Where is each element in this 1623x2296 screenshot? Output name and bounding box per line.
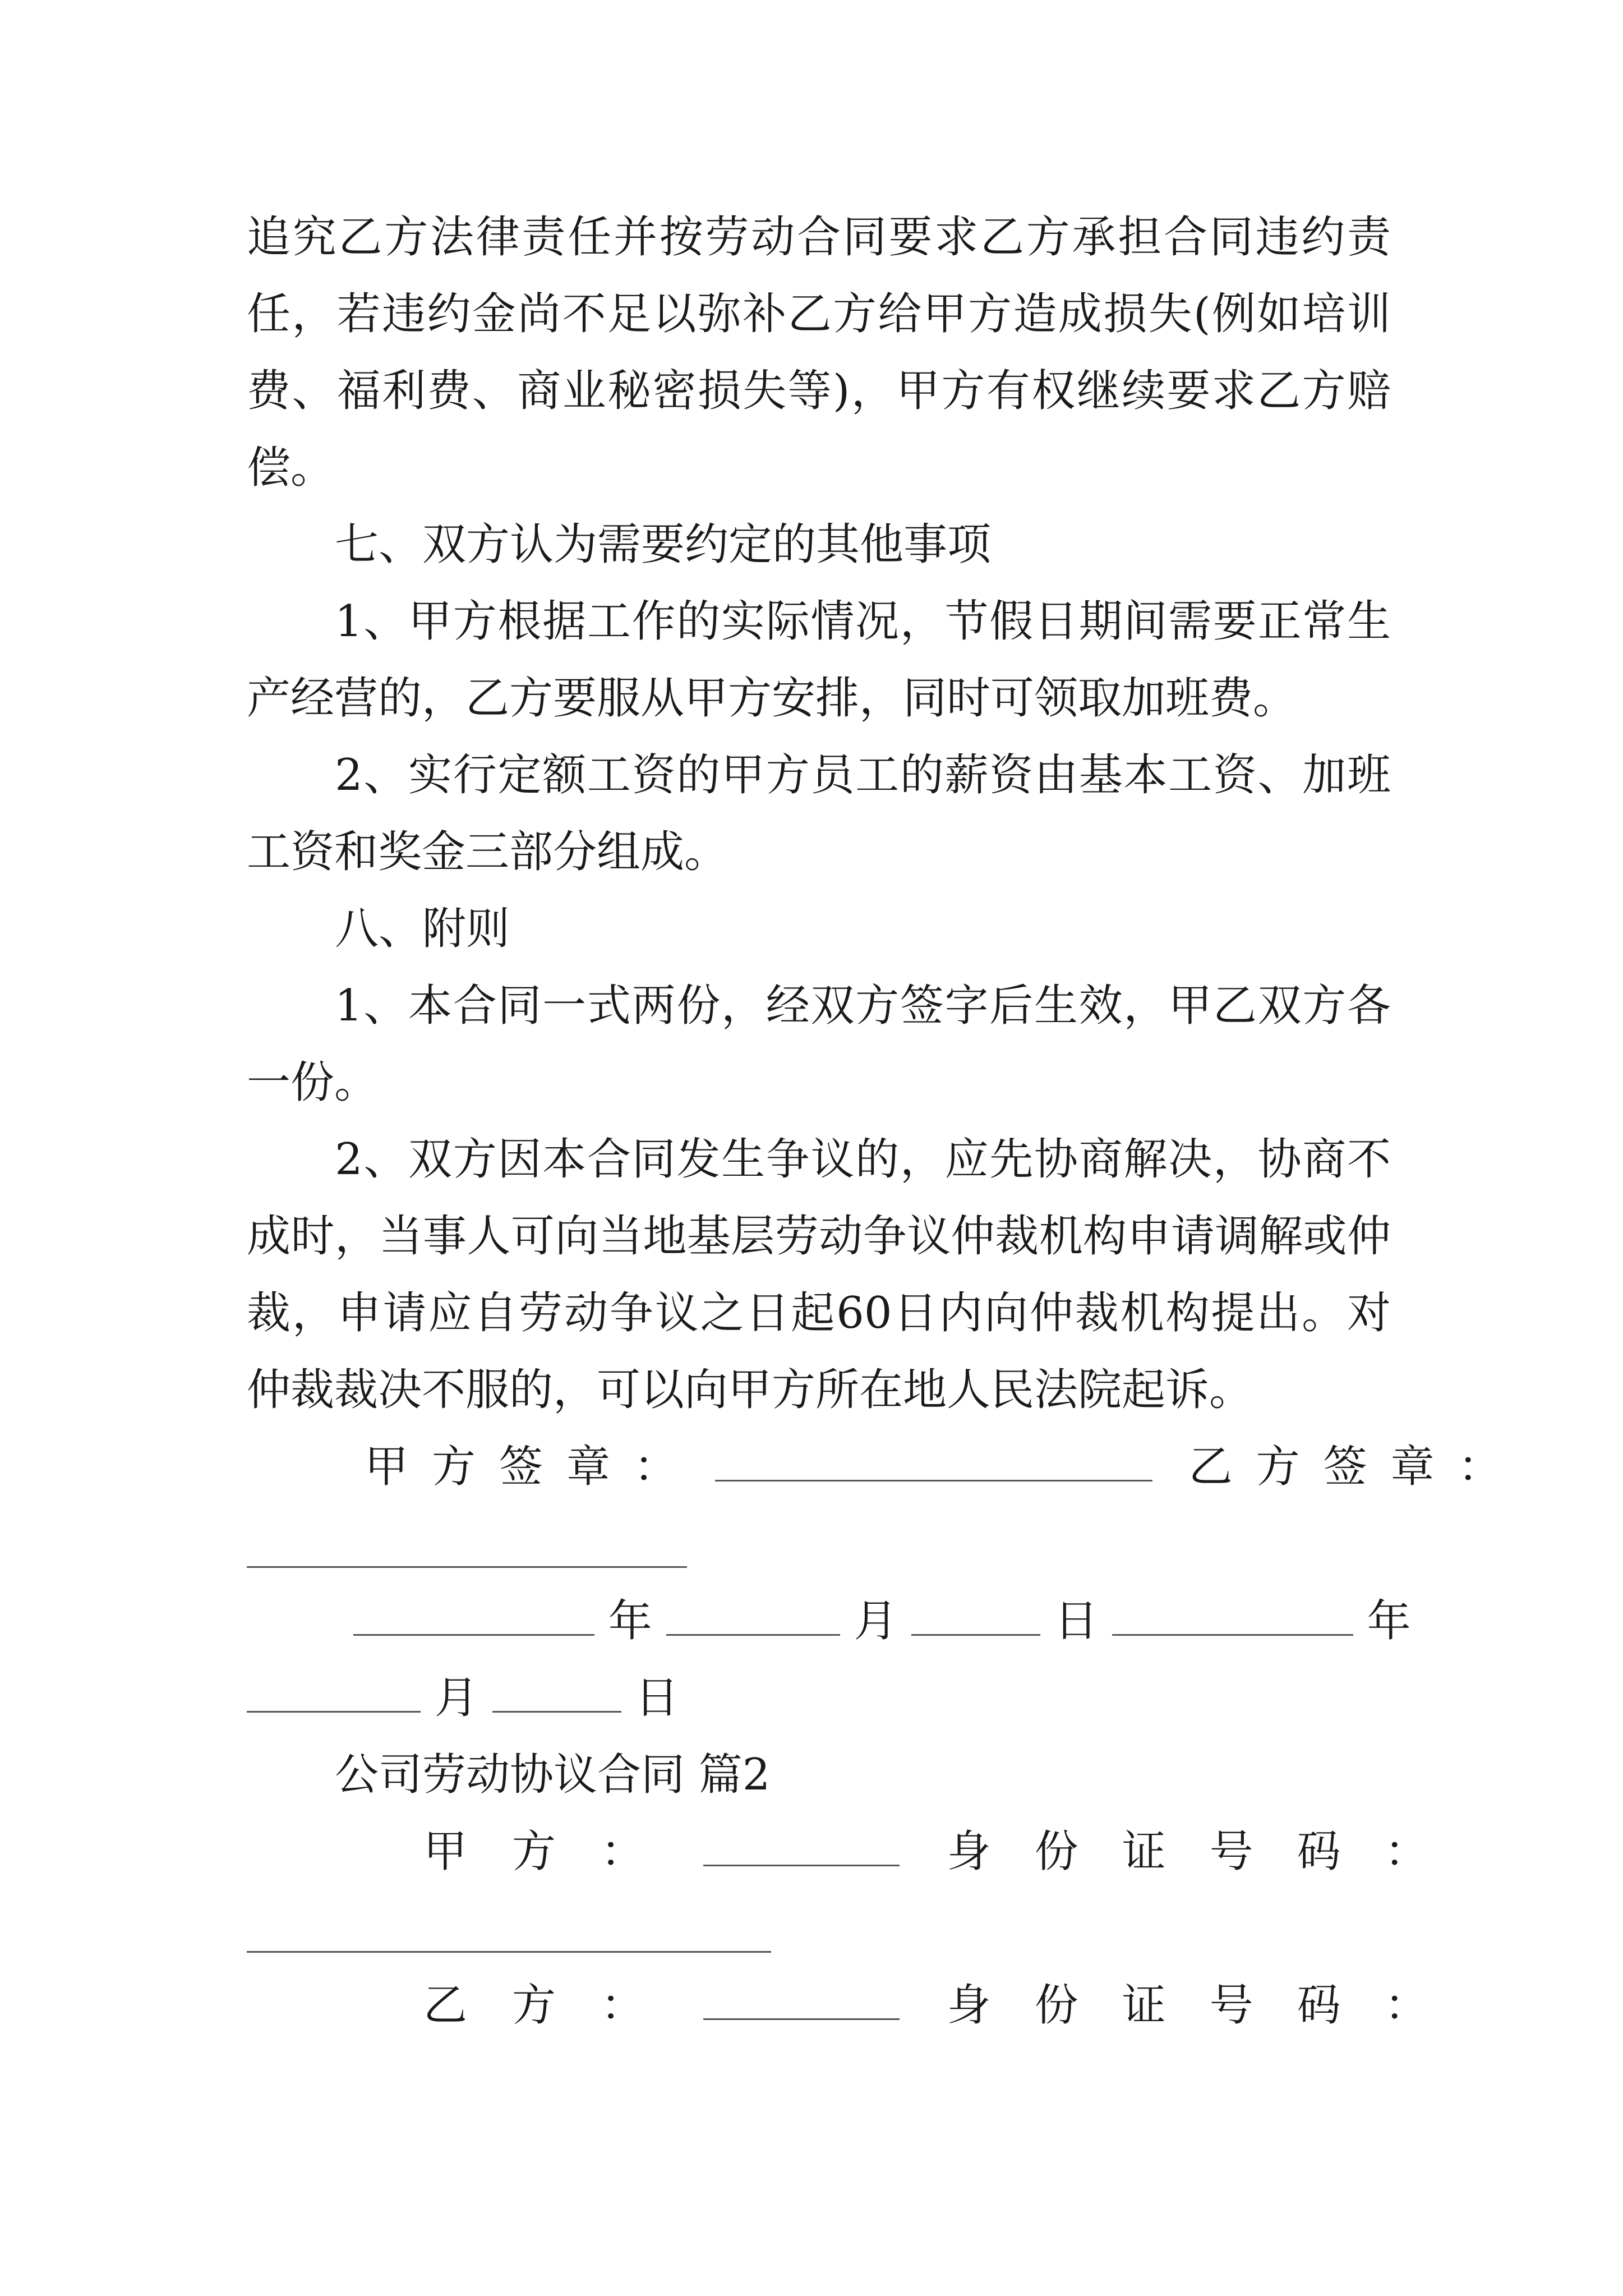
party-b-day-field[interactable] — [492, 1676, 621, 1713]
section8-item1-line-2: 一份。 — [247, 1057, 379, 1108]
contract2-party-a-label: 甲方： — [423, 1826, 690, 1877]
contract2-party-b-line — [423, 1977, 1472, 2033]
section8-item1-line-1: 1、本合同一式两份，经双方签字后生效，甲乙双方各 — [335, 981, 1391, 1031]
section7-item1-line-2: 产经营的，乙方要服从甲方安排，同时可领取加班费。 — [247, 673, 1297, 724]
signature-line — [365, 1439, 1525, 1495]
contract2-party-b-id-label: 身份证号码： — [947, 1980, 1472, 2031]
contract2-party-b-label: 乙方： — [423, 1980, 690, 2031]
section8-item2-line-2: 成时，当事人可向当地基层劳动争议仲裁机构申请调解或仲 — [247, 1211, 1391, 1262]
article6-line-2: 任，若违约金尚不足以弥补乙方给甲方造成损失(例如培训 — [247, 289, 1391, 339]
section7-item1-line-1: 1、甲方根据工作的实际情况，节假日期间需要正常生 — [335, 596, 1391, 647]
date-line-1 — [353, 1593, 1411, 1649]
party-b-month-field[interactable] — [247, 1676, 421, 1713]
section8-heading: 八、附则 — [335, 904, 510, 954]
party-b-day-label: 日 — [635, 1673, 679, 1723]
contract2-party-a-line — [423, 1824, 1472, 1880]
contract2-party-a-id-field[interactable] — [247, 1951, 771, 1953]
party-b-year-label: 年 — [1367, 1596, 1411, 1646]
party-b-signature-field[interactable] — [247, 1566, 687, 1568]
section8-item2-line-3: 裁，申请应自劳动争议之日起60日内向仲裁机构提出。对 — [247, 1288, 1391, 1338]
party-a-month-label: 月 — [854, 1596, 898, 1646]
section7-heading: 七、双方认为需要约定的其他事项 — [335, 519, 992, 570]
party-b-month-label: 月 — [434, 1673, 478, 1723]
section7-item2-line-2: 工资和奖金三部分组成。 — [247, 827, 728, 877]
party-a-day-label: 日 — [1054, 1596, 1099, 1646]
party-a-signature-label: 甲方签章： — [365, 1442, 702, 1492]
article6-line-3: 费、福利费、商业秘密损失等)，甲方有权继续要求乙方赔 — [247, 366, 1391, 416]
party-a-year-field[interactable] — [353, 1599, 594, 1636]
contract2-party-a-id-label: 身份证号码： — [947, 1826, 1472, 1877]
article6-line-1: 追究乙方法律责任并按劳动合同要求乙方承担合同违约责 — [247, 212, 1391, 263]
section8-item2-line-1: 2、双方因本合同发生争议的，应先协商解决，协商不 — [335, 1134, 1391, 1185]
party-a-month-field[interactable] — [666, 1599, 840, 1636]
section7-item2-line-1: 2、实行定额工资的甲方员工的薪资由基本工资、加班 — [335, 750, 1391, 800]
party-b-signature-label: 乙方签章： — [1188, 1442, 1525, 1492]
party-a-signature-field[interactable] — [715, 1445, 1152, 1481]
article6-line-4: 偿。 — [247, 443, 335, 493]
party-a-day-field[interactable] — [911, 1599, 1040, 1636]
contract2-party-b-field[interactable] — [703, 1984, 900, 2020]
date-line-2 — [247, 1670, 1391, 1726]
party-a-year-label: 年 — [608, 1596, 652, 1646]
contract2-title: 公司劳动协议合同 篇2 — [335, 1750, 771, 1800]
contract2-party-a-field[interactable] — [703, 1830, 900, 1866]
section8-item2-line-4: 仲裁裁决不服的，可以向甲方所在地人民法院起诉。 — [247, 1365, 1253, 1415]
party-b-year-field[interactable] — [1112, 1599, 1353, 1636]
